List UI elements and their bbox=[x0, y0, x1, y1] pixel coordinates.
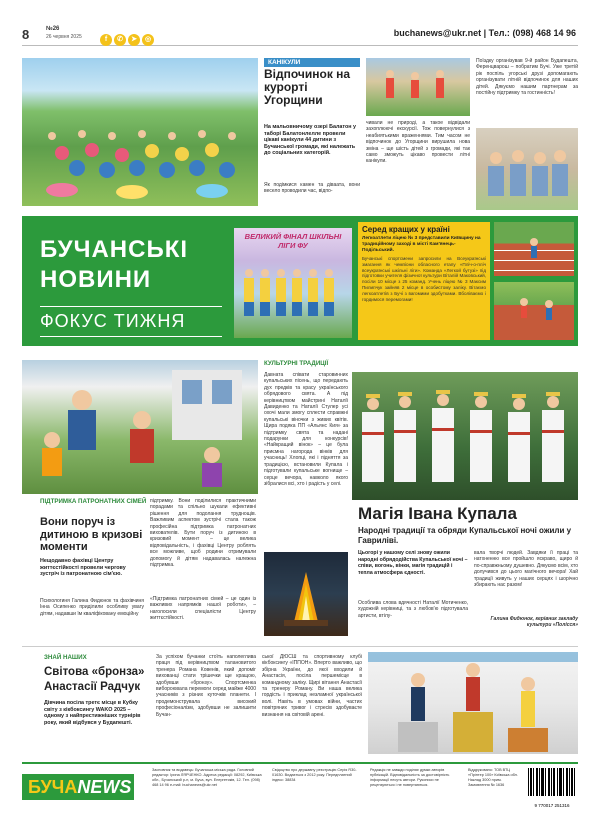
vacation-tag: КАНІКУЛИ bbox=[264, 58, 360, 67]
phone-number[interactable]: (098) 468 14 96 bbox=[512, 28, 576, 38]
vacation-photo bbox=[22, 58, 258, 206]
barcode bbox=[526, 768, 578, 806]
page-header bbox=[22, 22, 578, 46]
sport-tag: ЗНАЙ НАШИХ bbox=[44, 654, 87, 661]
issue-number: №26 bbox=[46, 26, 60, 32]
support-photo bbox=[22, 360, 258, 494]
sport-lead: Дівчина посіла третє місце в Кубку світу з кікбоксингу WAKO 2025 – одному з найпрестижніших турнірів року, який відбувся у Будапешті. bbox=[44, 700, 141, 726]
kupala-photo bbox=[352, 372, 578, 500]
footer bbox=[22, 762, 578, 808]
vacation-photo-small bbox=[366, 58, 470, 116]
banner-photo-sign: ВЕЛИКИЙ ФІНАЛ ШКІЛЬНІ ЛІГИ ФУ bbox=[244, 232, 342, 250]
vacation-col2: чивали не природі, а такое відвідали захоплюючі екскурсії. Тож повернулися з неабиятькими враженнями. Тим часом не відпочинок до Угорщини вирушила нова зміна – ще шість дітей з громади, які так само зможуть цікаво провести літні канікули. bbox=[366, 120, 470, 165]
vacation-title: Відпочинок на курорті Угорщини bbox=[264, 67, 351, 107]
banner-subtitle: ФОКУС ТИЖНЯ bbox=[40, 306, 222, 337]
banner-title-line1: БУЧАНСЬКІ bbox=[40, 236, 189, 263]
banner-photo-race bbox=[494, 282, 574, 340]
kupala-subtitle: Народні традиції та обряди Купальської ночі ожили у Гавриліві. bbox=[358, 526, 572, 545]
kupala-fire-photo bbox=[264, 552, 348, 636]
sport-col3: ської ДЮСШ та спортивному клубі кікбоксингу «ІППОН». Вперто важливо, що збірна України, до якої входили й Анастасія, посіла першемісце в командному заліку. Щирі вітання Анастасії та тренеру Роману. Ви наша велика гордість і приклад незламної української волі. Навіть в умовах війни, частих повітряних тривог і стресів здобуваєте визнання на світовій арені. bbox=[262, 654, 362, 718]
footer-logo bbox=[22, 774, 134, 800]
banner-story-lead: Легкоатлети ліцею № 3 представили Київщину на традиційному заході в місті Кам'янець-Подільський. bbox=[362, 236, 481, 253]
vacation-photo-right bbox=[476, 128, 578, 210]
instagram-icon[interactable]: ◎ bbox=[142, 34, 154, 46]
kupala-body: Особлива слова вдячності Наталії Мотиченко, художній керівниці, та з любов'ю підготувала артисти, втілу- bbox=[358, 600, 468, 619]
footer-col3: Редакція не завжди поділяє думки авторів публікацій. Відповідальність за достовірність інформації несуть автори. Рукописи не рецензуються і не повертаються. bbox=[370, 768, 450, 787]
social-icons bbox=[100, 28, 156, 46]
page-number: 8 bbox=[22, 27, 30, 42]
support-col1: Психологиня Галина Фидюнок та фахівчиня Інна Осипенко приділили особливу увагу дітям, надавши їм кваліфіковану емоційну bbox=[40, 598, 144, 617]
issue-date: 26 червня 2025 bbox=[46, 34, 82, 40]
sport-photo bbox=[368, 652, 578, 754]
footer-col4: Віддруковано: ТОВ ВТЦ «Прінтер 100» Київська обл. Наклад 3000 прим. Замовлення № 1636 bbox=[468, 768, 518, 787]
banner-story-title: Серед кращих у країні bbox=[362, 225, 450, 234]
footer-col1: Засновник та видавець: Бучанська міська рада. Головний редактор: Ірина ЛЯРЧЕНКО. Адреса редакції: 08292, Київська обл., Бучанський р-н, м. Буча, вул. Енергетиків, 12. Тел. (098) 468 14 96 e-mail: buchanews@ukr.net bbox=[152, 768, 262, 787]
kupala-lead: Цьогорі у нашому селі знову ожили народні обрядодійства Купальської ночі – співи, вогонь, вінки, магія традицій і тепла атмосфера єдності. bbox=[358, 550, 468, 576]
kupala-col3: вала творчі людей. Завдяки її праці та натхненню все пройшло яскраво, щиро й по-справжньому душевно. Дякуємо всім, хто долучився до цього магічного вечора! Хай традиції живуть у наших серцях і шорічно збирають нас разом! bbox=[474, 550, 578, 589]
sport-title-line1: Світова «бронза» bbox=[44, 666, 145, 678]
sport-title-line2: Анастасії Радчук bbox=[44, 681, 141, 693]
banner-photo-track bbox=[494, 222, 574, 276]
viber-icon[interactable]: ✆ bbox=[114, 34, 126, 46]
group-photo-illustration bbox=[22, 58, 258, 206]
support-col2: підтримку. Вони поділилися практичними порадами та спільно шукали ефективні рішення для подолання труднощів. Важливим аспектом зустрічі стала також професійна підтримка патронатних вихователів. Бути поруч із дитиною в кризовий момент – це велика відповідальність, і фахівці Центру роблять все можливе, щоб родини отримували допомогу й дітям надавалась належна підтримка. bbox=[150, 498, 256, 569]
footer-col2: Свідоцтво про державну реєстрацію Серія R30-01630. Видається з 2012 року. Передплатний індекс: 38834 bbox=[272, 768, 357, 782]
support-col2-quote: «Підтримка патронатних сімей – це один із важливих напрямків нашої роботи», – наголосили спеціалісти Центру життєстійкості. bbox=[150, 596, 256, 622]
banner-story-box bbox=[358, 222, 490, 340]
footer-logo-right: NEWS bbox=[77, 777, 132, 797]
banner-title-line2: НОВИНИ bbox=[40, 266, 152, 293]
footer-logo-left: БУЧА bbox=[28, 777, 78, 797]
vacation-lead: На мальовничому озері Балатон у таборі Балатонлелле провели цікаві канікули 44 дитини з Бучанської громади, які належать до соціальних категорій. bbox=[264, 124, 357, 157]
focus-banner bbox=[22, 216, 578, 346]
vacation-col3: Поїздку організував 9-й район Будапешта, Ференцварош – побратим Бучі. Уже третій рік поспіль угорські друзі допомагають організувати літній відпочинок для наших дітей. Дякуємо нашим партнерам за постійну підтримку та гостинність! bbox=[476, 58, 578, 97]
barcode-icon bbox=[526, 768, 578, 798]
sport-col2: За успіхом бучанки стоїть наполеглива праця під керівництвом талановитого тренера Романа Ковенів, який допоміг вихованці стати трішечки ще кращою, здобувши «бронзу». Спортсменка вибороювала перемоги серед майже 4000 учасників з різних куточків планети. І продемонструвала високий професіоналізм, здобувши не залишити Бучан- bbox=[156, 654, 256, 718]
kupala-signature: Галина Фидюнок, керівник закладу культури «Полісся» bbox=[490, 616, 578, 629]
phone-label: Тел.: bbox=[488, 28, 510, 38]
kupala-title: Магія Івана Купала bbox=[358, 504, 517, 523]
barcode-number: 9 770017 251316 bbox=[534, 803, 570, 808]
header-contacts: buchanews@ukr.net | Тел.: (098) 468 14 96 bbox=[393, 28, 576, 38]
kupala-tag: КУЛЬТУРНІ ТРАДИЦІЇ bbox=[264, 360, 329, 367]
kupala-intro: Давната співати старовинних купальських пісень, що передають дух предків та красу українського обрядового свята. А під керівництвом майстрині Наталії Давиденко та Наталії Стулер усі охочі мали змогу сплести справжні купальські віночки з живих квітів. Щира подяка ПП «Альянс Кия» за підтримку свята та надані подарунки для конкурсів! «Найкращий вінок» – це була приємна нагорода вінків для учасниць! Хлопці, які і підняття за традицією, встановили Купала і підготували купальське вогнище – серце вечора, навколо якого зібралися всі, хто і радість у селі. bbox=[264, 372, 348, 487]
telegram-icon[interactable]: ➤ bbox=[128, 34, 140, 46]
banner-story-body: Бучанські спортсмени запросили на Всеукраїнські змагання як чемпіони обласного етапу «Пліч-о-пліч всеукраїнські шкільні ліги». Команда «Легкой бутузі» під підготовки учителя фізичної культури Віталій Маковський, посіли 10 місце з 25 команд. Учень ліцею № 3 Максим Пилипчук зайняв 2 місце в особистому заліку. Вітаємо легкоатлетів з Бучі з вагомими здобутками. Вболіваємо і гордимося перемогами! bbox=[362, 256, 486, 302]
facebook-icon[interactable]: f bbox=[100, 34, 112, 46]
email-link[interactable]: buchanews@ukr.net bbox=[393, 28, 482, 38]
vacation-col1: Як подімкися камен та діваата, вони весело проводили час, відпо- bbox=[264, 182, 360, 195]
banner-photo bbox=[234, 228, 352, 338]
support-tag: ПІДТРИМКА ПАТРОНАТНИХ СІМЕЙ bbox=[40, 498, 147, 505]
support-lead: Нещодавно фахівці Центру життєстійкості провели чергову зустріч із патронатною сім'єю. bbox=[40, 558, 126, 578]
support-title: Вони поруч із дитиною в кризові моменти bbox=[40, 516, 143, 553]
